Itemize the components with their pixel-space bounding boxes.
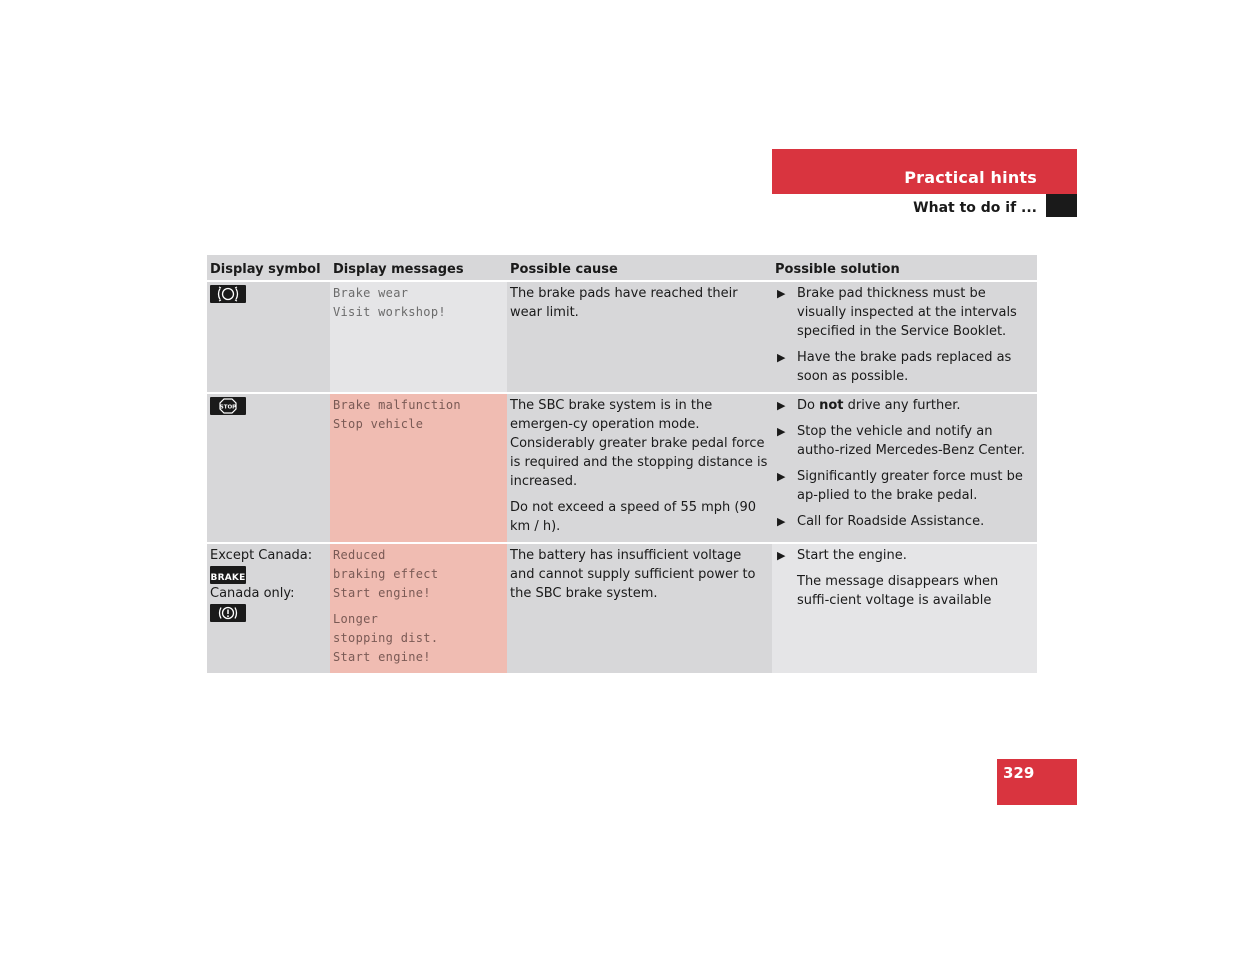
solution-cell [772,543,1037,674]
table-row [207,543,1037,674]
display-message: braking effect [333,567,439,581]
cause-cell [507,543,772,674]
solution-item [775,348,1034,386]
cause-cell [507,281,772,393]
column-header: Display symbol [207,255,330,281]
bullet-arrow-icon: ▶ [777,425,786,438]
page-number: 329 [1003,764,1035,782]
message-cell [330,543,507,674]
solution-text: Significantly greater force must be ap-plied to the brake pedal. [797,469,1023,503]
solution-cell [772,393,1037,543]
region-label: Canada only: [210,586,295,601]
cause-text: The brake pads have reached their wear limit. [510,286,738,320]
region-label: Except Canada: [210,548,313,563]
cause-text: The battery has insufficient voltage and cannot supply sufficient power to the SBC brake system. [510,548,756,601]
solution-text: Stop the vehicle and notify an autho-rized Mercedes-Benz Center. [797,424,1026,458]
solution-cell [772,281,1037,393]
stop-icon-label: STOP [219,404,237,411]
solution-item [775,396,1034,415]
solution-item [775,284,1034,341]
symbol-cell [207,281,330,393]
table-row [207,393,1037,543]
bullet-arrow-icon: ▶ [777,351,786,364]
solution-note: The message disappears when suffi-cient voltage is available [797,574,999,608]
display-message: Brake wear [333,286,409,300]
brake-warning-circle-icon [210,604,246,622]
solution-item [775,467,1034,505]
display-message: Brake malfunction [333,398,461,412]
solution-text-pre: Do [797,398,820,413]
solution-text: Brake pad thickness must be visually inspected at the intervals specified in the Service Booklet. [797,286,1017,339]
bullet-arrow-icon: ▶ [777,549,786,562]
symbol-cell [207,543,330,674]
message-cell [330,393,507,543]
solution-text: Have the brake pads replaced as soon as possible. [797,350,1012,384]
display-message: Stop vehicle [333,417,424,431]
solution-item [775,512,1034,531]
bullet-arrow-icon: ▶ [777,515,786,528]
subsection-title-wrap [772,194,1045,217]
section-header-band [772,149,1077,194]
display-message: stopping dist. [333,631,439,645]
display-message-table [207,255,1037,675]
subsection-title: What to do if ... [913,200,1037,216]
solution-item [775,546,1034,565]
display-message: Reduced [333,548,386,562]
bullet-arrow-icon: ▶ [777,470,786,483]
message-cell [330,281,507,393]
brake-wear-icon [210,285,246,303]
symbol-cell [207,393,330,543]
display-message: Longer [333,612,379,626]
header-marker-block [1046,194,1077,217]
solution-text-emphasis: not [819,398,844,413]
bullet-arrow-icon: ▶ [777,287,786,300]
cause-text: Do not exceed a speed of 55 mph (90 km / h). [510,500,757,534]
page-number-box [997,759,1077,805]
section-title: Practical hints [904,168,1037,187]
bullet-arrow-icon: ▶ [777,399,786,412]
stop-icon [210,397,246,415]
solution-text: Call for Roadside Assistance. [797,514,985,529]
display-message: Visit workshop! [333,305,446,319]
column-header: Possible cause [507,255,772,281]
brake-text-icon [210,566,246,584]
table-header-row [207,255,1037,281]
solution-text-post: drive any further. [843,398,961,413]
column-header: Display messages [330,255,507,281]
solution-item [775,422,1034,460]
display-message: Start engine! [333,650,431,664]
cause-text: The SBC brake system is in the emergen-cy operation mode. Considerably greater brake pedal force is required and the stopping distance is increased. [510,398,768,489]
table-row [207,281,1037,393]
column-header: Possible solution [772,255,1037,281]
cause-cell [507,393,772,543]
solution-text: Start the engine. [797,548,907,563]
brake-icon-label: BRAKE [210,573,246,583]
display-message: Start engine! [333,586,431,600]
